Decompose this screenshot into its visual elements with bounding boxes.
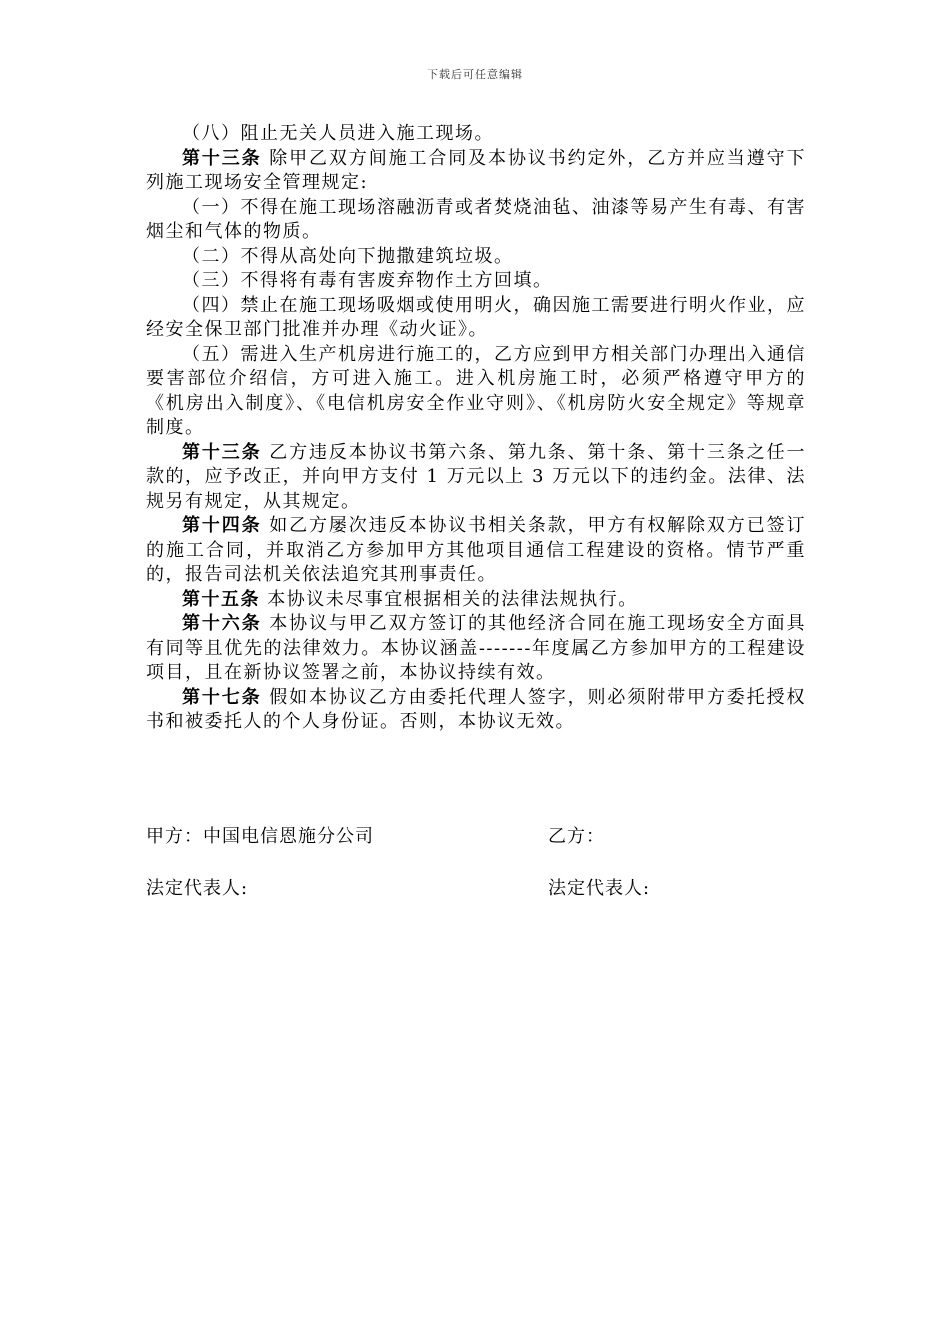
article-paragraph	[146, 612, 806, 686]
clause-paragraph	[146, 294, 806, 343]
clause-text: （二）不得从高处向下抛撒建筑垃圾。	[182, 245, 514, 267]
clause-text: （八）阻止无关人员进入施工现场。	[182, 123, 494, 144]
clause-paragraph	[146, 122, 806, 147]
article-title: 第十五条	[182, 588, 260, 610]
header-note: 下载后可任意编辑	[427, 68, 523, 81]
clause-text: （三）不得将有毒有害废弃物作土方回填。	[182, 270, 553, 291]
clause-paragraph	[146, 245, 806, 270]
article-paragraph	[146, 147, 806, 196]
clause-text: （五）需进入生产机房进行施工的，乙方应到甲方相关部门办理出入通信要害部位介绍信，方可进入施工。进入机房施工时，必须严格遵守甲方的《机房出入制度》、《电信机房安全作业守则》、《机房防火安全规定》等规章制度。	[146, 343, 806, 438]
article-paragraph	[146, 514, 806, 588]
clause-text: （一）不得在施工现场溶融沥青或者焚烧油毡、油漆等易产生有毒、有害烟尘和气体的物质。	[146, 196, 806, 242]
party-a-label: 甲方：中国电信恩施分公司	[146, 826, 374, 847]
clause-paragraph	[146, 343, 806, 441]
article-title: 第十三条	[182, 441, 262, 463]
article-title: 第十三条	[182, 147, 262, 169]
article-text: 除甲乙双方间施工合同及本协议书约定外，乙方并应当遵守下列施工现场安全管理规定:	[146, 147, 806, 193]
party-b-label: 乙方：	[548, 826, 605, 847]
article-title: 第十七条	[182, 686, 262, 708]
clause-paragraph	[146, 196, 806, 245]
clause-text: （四）禁止在施工现场吸烟或使用明火，确因施工需要进行明火作业，应经安全保卫部门批准并办理《动火证》。	[146, 294, 806, 340]
article-paragraph	[146, 588, 806, 613]
article-paragraph	[146, 441, 806, 515]
representative-row	[146, 874, 806, 898]
article-title: 第十四条	[182, 515, 262, 536]
article-text: 乙方违反本协议书第六条、第九条、第十条、第十三条之任一款的，应予改正，并向甲方支付 1 万元以上 3 万元以下的违约金。法律、法规另有规定，从其规定。	[146, 441, 806, 512]
article-title: 第十六条	[182, 613, 262, 634]
signature-block	[146, 822, 806, 898]
clause-paragraph	[146, 269, 806, 294]
document-body	[146, 122, 806, 735]
party-a-representative-label: 法定代表人:	[146, 878, 249, 899]
article-text: 本协议与甲乙双方签订的其他经济合同在施工现场安全方面具有同等且优先的法律效力。本协议涵盖-------年度属乙方参加甲方的工程建设项目，且在新协议签署之前，本协议持续有效。	[146, 613, 806, 683]
article-text: 假如本协议乙方由委托代理人签字，则必须附带甲方委托授权书和被委托人的个人身份证。否则，本协议无效。	[146, 686, 806, 732]
party-b-representative-label: 法定代表人:	[548, 878, 651, 899]
article-text: 本协议未尽事宜根据相关的法律法规执行。	[260, 588, 638, 610]
article-text: 如乙方屡次违反本协议书相关条款，甲方有权解除双方已签订的施工合同，并取消乙方参加甲方其他项目通信工程建设的资格。情节严重的，报告司法机关依法追究其刑事责任。	[146, 515, 806, 585]
party-row	[146, 822, 806, 846]
article-paragraph	[146, 686, 806, 735]
